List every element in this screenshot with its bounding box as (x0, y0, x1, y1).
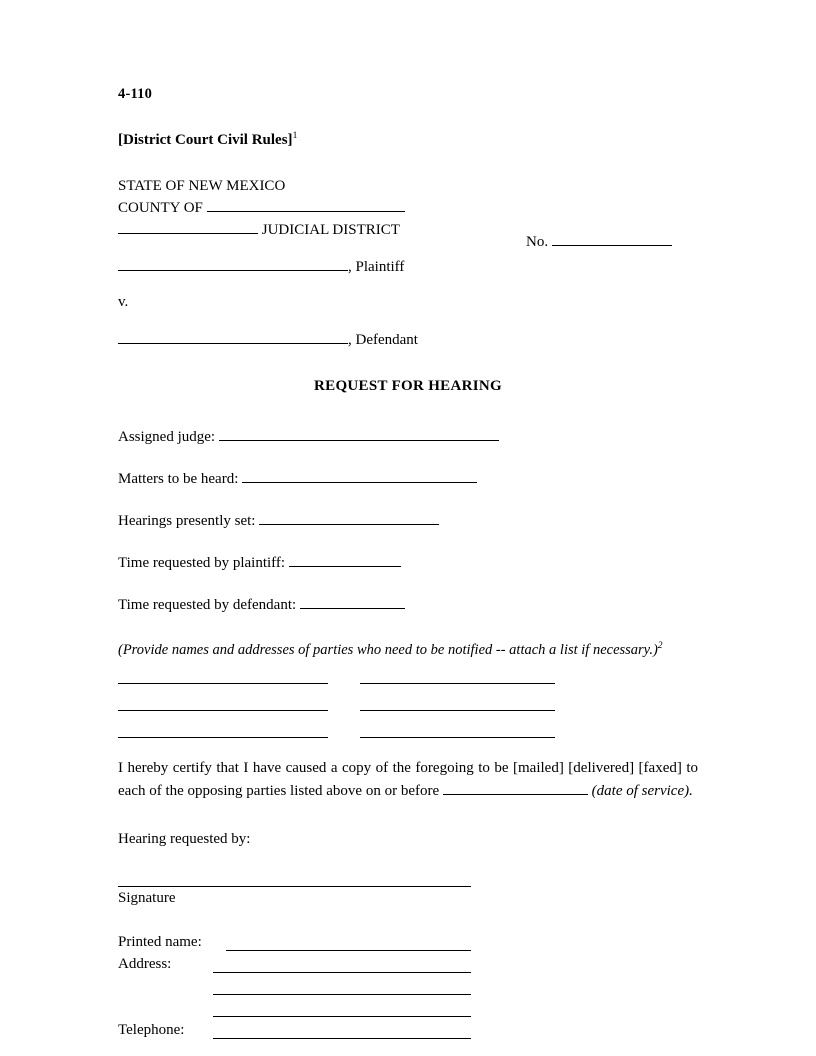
notify-instructions (118, 640, 698, 660)
field-time-requested-plaintiff (118, 551, 698, 572)
time-plaintiff-label: Time requested by plaintiff: (118, 555, 286, 572)
case-number-block (526, 230, 672, 252)
time-plaintiff-blank[interactable] (289, 551, 401, 567)
printed-name-blank[interactable] (226, 934, 471, 951)
rules-heading (118, 131, 698, 149)
printed-name-row (118, 929, 698, 951)
field-matters-to-be-heard (118, 467, 698, 488)
assigned-judge-label: Assigned judge: (118, 429, 216, 446)
hearings-label: Hearings presently set: (118, 513, 256, 530)
notify-row (118, 670, 698, 684)
address-row-3 (118, 995, 698, 1017)
hearing-requested-by-label: Hearing requested by: (118, 830, 251, 847)
signature-label: Signature (118, 889, 176, 906)
field-hearings-presently-set (118, 509, 698, 530)
case-number-label: No. (526, 234, 549, 250)
notify-row (118, 724, 698, 738)
service-date-blank[interactable] (443, 779, 588, 795)
time-defendant-label: Time requested by defendant: (118, 597, 297, 614)
certificate-text-part2: (date of service). (591, 783, 693, 800)
matters-blank[interactable] (242, 467, 477, 483)
contact-fields (118, 929, 698, 1039)
telephone-blank[interactable] (213, 1022, 471, 1039)
county-blank[interactable] (207, 196, 405, 212)
field-time-requested-defendant (118, 593, 698, 614)
notify-blank-left[interactable] (118, 724, 328, 738)
plaintiff-line (118, 255, 698, 277)
document-content (118, 86, 698, 1039)
hearings-blank[interactable] (259, 509, 439, 525)
plaintiff-name-blank[interactable] (118, 255, 348, 271)
notify-footnote-marker: 2 (657, 641, 663, 652)
notify-blank-left[interactable] (118, 697, 328, 711)
defendant-line (118, 328, 698, 350)
rules-footnote-marker: 1 (292, 131, 298, 141)
notify-blank-right[interactable] (360, 724, 555, 738)
field-assigned-judge (118, 425, 698, 446)
address-blank-line-2[interactable] (213, 978, 471, 995)
address-blank-line-3[interactable] (213, 1000, 471, 1017)
defendant-name-blank[interactable] (118, 328, 348, 344)
caption-state-line: STATE OF NEW MEXICO (118, 178, 286, 194)
notify-blank-right[interactable] (360, 697, 555, 711)
notify-blank-right[interactable] (360, 670, 555, 684)
notify-blank-left[interactable] (118, 670, 328, 684)
address-row (118, 951, 698, 973)
notify-row (118, 697, 698, 711)
caption-county-line (118, 196, 698, 218)
certificate-of-service (118, 758, 698, 803)
certificate-text-part1: I hereby certify that I have caused a copy of the foregoing to be [mailed] [delivered] [faxed] to each of the opposing parties listed above on or before (118, 760, 698, 800)
defendant-label: , Defendant (348, 331, 418, 348)
form-number: 4-110 (118, 86, 153, 102)
notify-instructions-text: (Provide names and addresses of parties who need to be notified -- attach a list if necessary.) (118, 642, 658, 659)
judicial-district-blank[interactable] (118, 218, 258, 234)
telephone-label: Telephone: (118, 1021, 185, 1038)
matters-label: Matters to be heard: (118, 471, 239, 488)
address-row-2 (118, 973, 698, 995)
assigned-judge-blank[interactable] (219, 425, 499, 441)
county-label: COUNTY OF (118, 200, 203, 217)
address-blank-line-1[interactable] (213, 956, 471, 973)
case-number-blank[interactable] (552, 230, 672, 246)
telephone-row (118, 1017, 698, 1039)
case-caption (118, 177, 698, 350)
versus-line: v. (118, 293, 129, 310)
time-defendant-blank[interactable] (300, 593, 405, 609)
address-label: Address: (118, 955, 172, 972)
notify-parties-grid (118, 670, 698, 738)
printed-name-label: Printed name: (118, 933, 202, 950)
judicial-district-label: JUDICIAL DISTRICT (261, 222, 400, 239)
signature-blank[interactable] (118, 848, 471, 887)
plaintiff-label: , Plaintiff (348, 258, 405, 275)
rules-heading-text: [District Court Civil Rules] (118, 132, 293, 148)
document-title: REQUEST FOR HEARING (314, 378, 502, 395)
